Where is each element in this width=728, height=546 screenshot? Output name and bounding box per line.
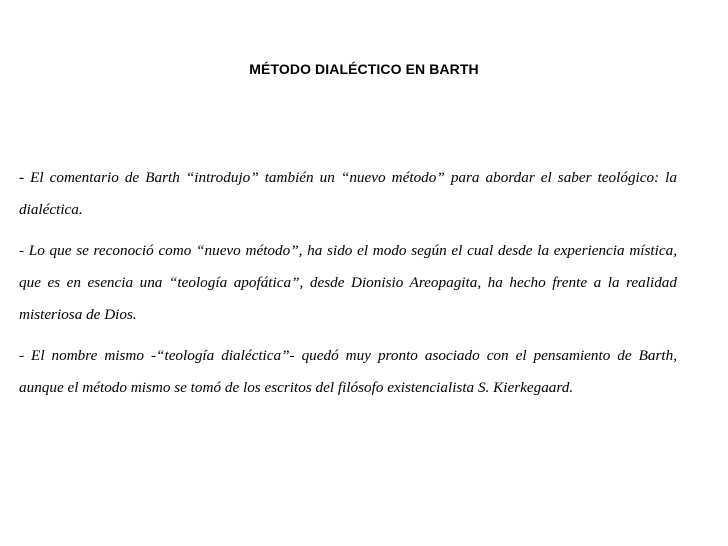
paragraph-text: Lo que se reconoció como “nuevo método”, ha sido el modo según el cual desde la experiencia mística, que es en esencia una “teología apofática”, desde Dionisio Areopagita, ha hecho frente a la realidad misteriosa de Dios. xyxy=(19,242,677,323)
paragraph-text: El nombre mismo -“teología dialéctica”- quedó muy pronto asociado con el pensamiento de Barth, aunque el método mismo se tomó de los escritos del filósofo existencialista S. Kierkegaard. xyxy=(19,347,677,396)
paragraph-dash: - xyxy=(19,347,25,364)
paragraph-3 xyxy=(19,340,677,404)
paragraph-2 xyxy=(19,235,677,331)
paragraph-1 xyxy=(19,162,677,226)
paragraph-dash: - xyxy=(19,242,25,259)
paragraph-dash: - xyxy=(19,169,25,186)
slide-title: MÉTODO DIALÉCTICO EN BARTH xyxy=(249,61,479,77)
slide-body xyxy=(19,162,677,413)
paragraph-text: El comentario de Barth “introdujo” también un “nuevo método” para abordar el saber teológico: la dialéctica. xyxy=(19,169,677,218)
